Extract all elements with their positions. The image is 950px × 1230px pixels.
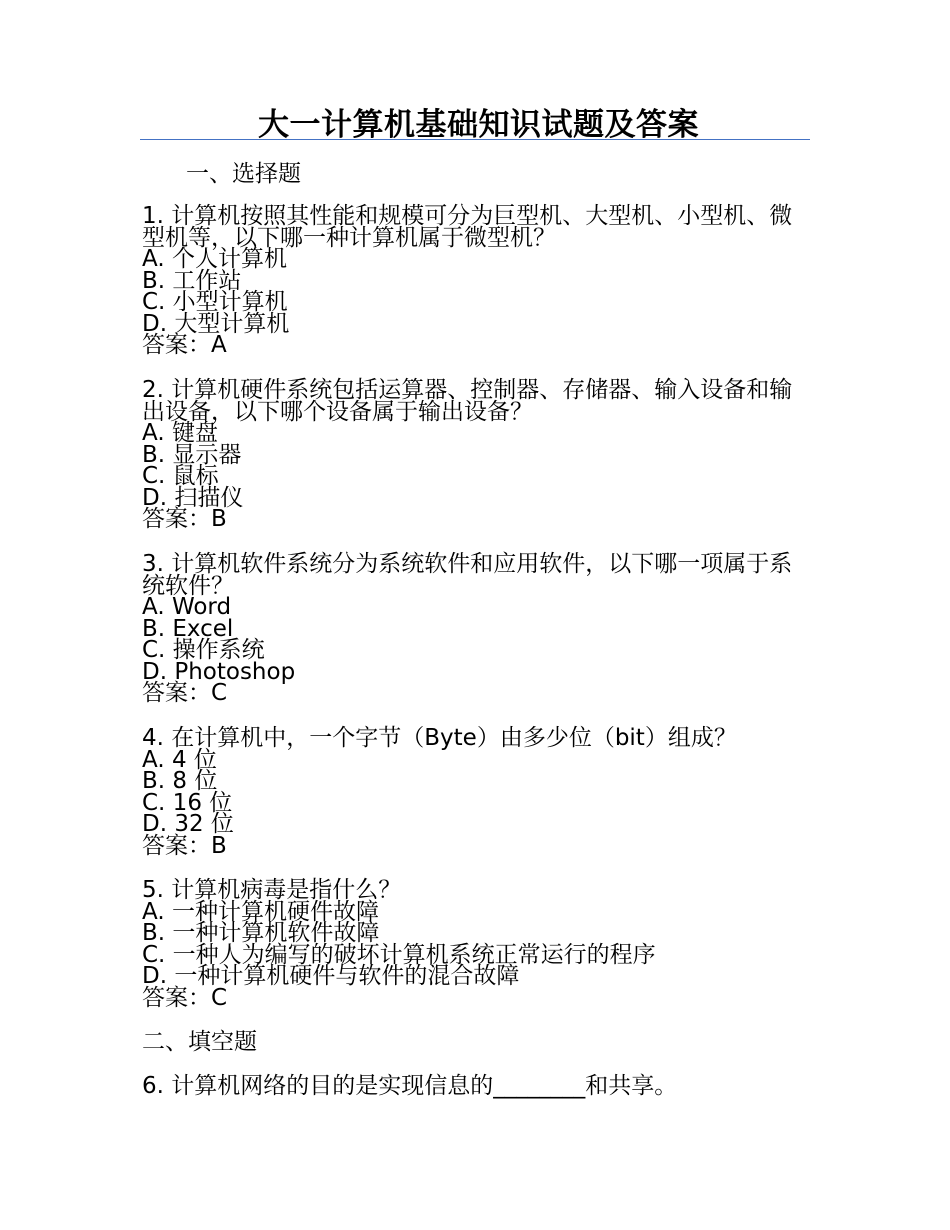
option-a: A. 个人计算机 [142, 246, 287, 272]
option-b: B. 工作站 [142, 267, 242, 294]
question-2 [142, 377, 802, 532]
question-1 [142, 203, 802, 358]
option-c: C. 小型计算机 [142, 289, 288, 315]
page-title: 大一计算机基础知识试题及答案 [258, 107, 699, 143]
question-stem: 1. 计算机按照其性能和规模可分为巨型机、大型机、小型机、微型机等，以下哪一种计算机属于微型机？ [142, 203, 793, 251]
option-d: D. 扫描仪 [142, 484, 244, 511]
question-5 [142, 877, 802, 1011]
answer: 答案：C [142, 680, 228, 706]
option-c: C. 16 位 [142, 789, 233, 816]
option-d: D. 一种计算机硬件与软件的混合故障 [142, 963, 520, 989]
title-block [140, 100, 810, 143]
question-3 [142, 551, 802, 706]
option-d: D. Photoshop [142, 658, 296, 685]
option-b: B. 一种计算机软件故障 [142, 920, 380, 946]
option-b: B. Excel [142, 615, 234, 642]
question-6: 6. 计算机网络的目的是实现信息的________和共享。 [142, 1073, 678, 1099]
option-d: D. 大型计算机 [142, 310, 290, 337]
option-a: A. 一种计算机硬件故障 [142, 898, 379, 925]
option-a: A. 4 位 [142, 746, 217, 773]
option-b: B. 8 位 [142, 768, 218, 794]
answer: 答案：B [142, 506, 227, 532]
option-c: C. 操作系统 [142, 637, 265, 663]
option-a: A. Word [142, 594, 232, 620]
answer: 答案：C [142, 984, 228, 1011]
section-heading-choice: 一、选择题 [186, 161, 301, 187]
option-a: A. 键盘 [142, 420, 218, 446]
answer: 答案：B [142, 832, 227, 859]
question-stem: 5. 计算机病毒是指什么？ [142, 877, 402, 903]
question-stem: 3. 计算机软件系统分为系统软件和应用软件，以下哪一项属于系统软件？ [142, 551, 793, 599]
question-4 [142, 725, 802, 859]
question-stem: 2. 计算机硬件系统包括运算器、控制器、存储器、输入设备和输出设备，以下哪个设备属于输出设备？ [142, 377, 793, 425]
question-stem: 4. 在计算机中，一个字节（Byte）由多少位（bit）组成？ [142, 725, 737, 751]
answer: 答案：A [142, 332, 227, 358]
option-c: C. 一种人为编写的破坏计算机系统正常运行的程序 [142, 941, 656, 968]
option-d: D. 32 位 [142, 811, 234, 837]
option-c: C. 鼠标 [142, 463, 219, 489]
section-heading-fill-blank: 二、填空题 [142, 1029, 257, 1055]
option-b: B. 显示器 [142, 441, 242, 468]
